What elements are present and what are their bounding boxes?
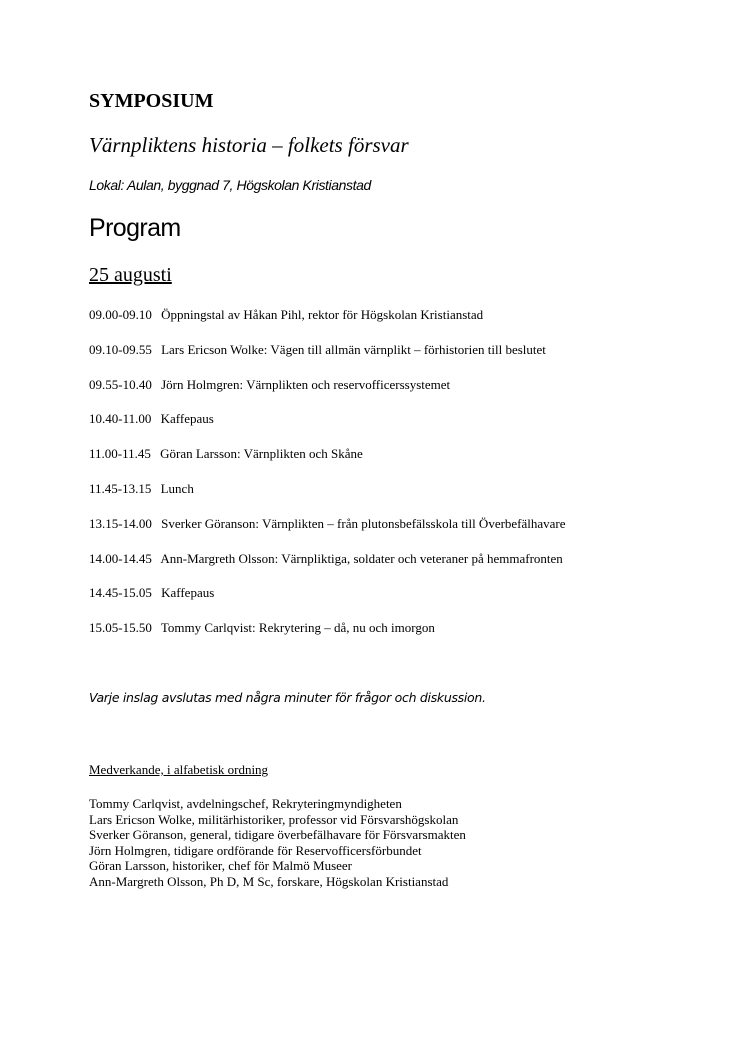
schedule-text: Öppningstal av Håkan Pihl, rektor för Högskolan Kristianstad <box>161 307 484 322</box>
schedule-time: 14.00-14.45 <box>89 550 152 566</box>
schedule-item <box>89 307 566 342</box>
program-heading: Program <box>89 214 181 242</box>
discussion-note: Varje inslag avslutas med några minuter för frågor och diskussion. <box>89 690 486 705</box>
schedule-time: 15.05-15.50 <box>89 620 152 636</box>
schedule-item <box>89 551 566 586</box>
participant-item: Lars Ericson Wolke, militärhistoriker, professor vid Försvarshögskolan <box>89 811 459 827</box>
schedule-item <box>89 377 566 412</box>
schedule-time: 11.45-13.15 <box>89 480 152 496</box>
schedule-text: Lars Ericson Wolke: Vägen till allmän värnplikt – förhistorien till beslutet <box>161 341 546 357</box>
participants-list <box>89 796 466 890</box>
schedule-time: 11.00-11.45 <box>89 446 151 462</box>
schedule-item <box>89 411 566 446</box>
schedule-text: Ann-Margreth Olsson: Värnpliktiga, soldater och veteraner på hemmafronten <box>160 550 563 566</box>
schedule-text: Lunch <box>160 480 194 496</box>
event-location: Lokal: Aulan, byggnad 7, Högskolan Kristianstad <box>89 177 371 193</box>
schedule-time: 09.10-09.55 <box>89 341 152 357</box>
document-subtitle: Värnpliktens historia – folkets försvar <box>89 133 409 157</box>
document-title: SYMPOSIUM <box>89 90 214 112</box>
participant-item: Jörn Holmgren, tidigare ordförande för Reservofficersförbundet <box>89 842 422 858</box>
schedule-text: Kaffepaus <box>160 411 214 427</box>
schedule-list <box>89 307 566 655</box>
schedule-text: Tommy Carlqvist: Rekrytering – då, nu och imorgon <box>160 620 435 636</box>
schedule-item <box>89 446 566 481</box>
schedule-item <box>89 481 566 516</box>
schedule-text: Kaffepaus <box>161 585 215 601</box>
schedule-time: 13.15-14.00 <box>89 515 152 531</box>
schedule-item <box>89 342 566 377</box>
date-heading: 25 augusti <box>89 264 172 286</box>
schedule-text: Göran Larsson: Värnplikten och Skåne <box>160 446 363 462</box>
schedule-text: Sverker Göranson: Värnplikten – från plutonsbefälsskola till Överbefälhavare <box>161 515 566 531</box>
schedule-item <box>89 585 566 620</box>
participant-item: Sverker Göranson, general, tidigare överbefälhavare för Försvarsmakten <box>89 827 466 843</box>
schedule-time: 09.00-09.10 <box>89 307 152 322</box>
participant-item: Ann-Margreth Olsson, Ph D, M Sc, forskare, Högskolan Kristianstad <box>89 873 449 889</box>
schedule-time: 14.45-15.05 <box>89 585 152 601</box>
schedule-item <box>89 516 566 551</box>
schedule-text: Jörn Holmgren: Värnplikten och reservofficerssystemet <box>161 376 451 392</box>
participant-item: Göran Larsson, historiker, chef för Malmö Museer <box>89 858 353 874</box>
schedule-time: 10.40-11.00 <box>89 411 152 427</box>
schedule-item <box>89 620 566 655</box>
participant-item: Tommy Carlqvist, avdelningschef, Rekryteringmyndigheten <box>89 796 402 811</box>
participants-heading: Medverkande, i alfabetisk ordning <box>89 762 269 777</box>
schedule-time: 09.55-10.40 <box>89 376 152 392</box>
